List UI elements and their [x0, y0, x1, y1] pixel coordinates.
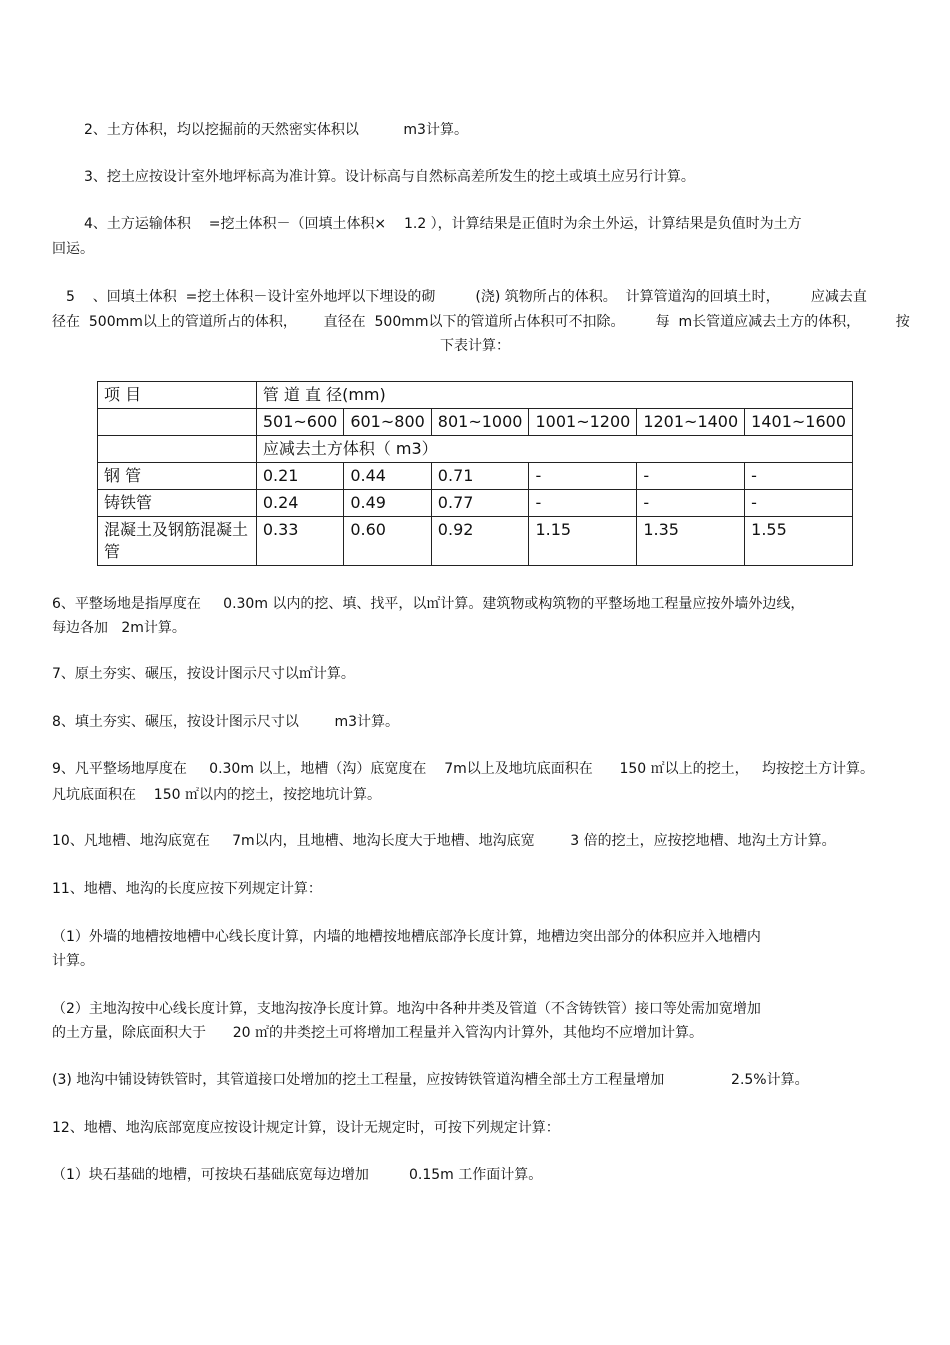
- clause-10: 10、凡地槽、地沟底宽在 7m以内，且地槽、地沟长度大于地槽、地沟底宽 3 倍的挖土，应按挖地槽、地沟土方计算。: [52, 833, 836, 849]
- value-cell: 0.60: [344, 517, 431, 566]
- range-cell: 1201~1400: [637, 409, 745, 436]
- table-header-row: [98, 382, 853, 409]
- range-cell: 601~800: [344, 409, 431, 436]
- pipe-volume-table: [97, 381, 853, 566]
- value-cell: 0.21: [256, 463, 343, 490]
- clause-9-line-2: 凡坑底面积在 150 ㎡以内的挖土，按挖地坑计算。: [52, 787, 381, 803]
- clause-12: 12、地槽、地沟底部宽度应按设计规定计算，设计无规定时，可按下列规定计算：: [52, 1120, 560, 1136]
- value-cell: 0.92: [431, 517, 529, 566]
- value-cell: -: [637, 490, 745, 517]
- range-cell: 501~600: [256, 409, 343, 436]
- header-diameter-cell: 管 道 直 径(mm): [256, 382, 852, 409]
- subheader-cell: 应减去土方体积（ m3）: [256, 436, 852, 463]
- clause-11: 11、地槽、地沟的长度应按下列规定计算：: [52, 881, 322, 897]
- range-cell: 1401~1600: [745, 409, 853, 436]
- value-cell: 0.24: [256, 490, 343, 517]
- clause-7: 7、原土夯实、碾压，按设计图示尺寸以㎡计算。: [52, 666, 355, 682]
- clause-6-line-1: 6、平整场地是指厚度在 0.30m 以内的挖、填、找平，以㎡计算。建筑物或构筑物的平整场地工程量应按外墙外边线，: [52, 596, 805, 612]
- table-range-row: [98, 409, 853, 436]
- clause-11-1-line-1: （1）外墙的地槽按地槽中心线长度计算，内墙的地槽按地槽底部净长度计算，地槽边突出部分的体积应并入地槽内: [52, 929, 761, 945]
- clause-2: 2、土方体积，均以挖掘前的天然密实体积以 m3计算。: [84, 122, 468, 138]
- value-cell: -: [745, 490, 853, 517]
- clause-5-line-1: 5 、回填土体积 =挖土体积－设计室外地坪以下埋设的砌 (浇) 筑物所占的体积。 计算管道沟的回填土时， 应减去直: [66, 289, 867, 305]
- header-item-cell: 项 目: [98, 382, 257, 409]
- table-row: [98, 490, 853, 517]
- row-name-cell: 混凝土及钢筋混凝土管: [98, 517, 257, 566]
- value-cell: 1.35: [637, 517, 745, 566]
- empty-cell: [98, 436, 257, 463]
- row-name-cell: 钢 管: [98, 463, 257, 490]
- clause-11-1-line-2: 计算。: [52, 953, 94, 969]
- range-cell: 1001~1200: [529, 409, 637, 436]
- value-cell: -: [529, 463, 637, 490]
- clause-4-line-2: 回运。: [52, 241, 94, 257]
- clause-8: 8、填土夯实、碾压，按设计图示尺寸以 m3计算。: [52, 714, 400, 730]
- value-cell: 0.71: [431, 463, 529, 490]
- clause-9-line-1: 9、凡平整场地厚度在 0.30m 以上，地槽（沟）底宽度在 7m以上及地坑底面积在 150 ㎡以上的挖土， 均按挖土方计算。: [52, 761, 874, 777]
- value-cell: 1.55: [745, 517, 853, 566]
- value-cell: 0.44: [344, 463, 431, 490]
- clause-5-line-3: 下表计算：: [440, 338, 510, 354]
- table-row: [98, 463, 853, 490]
- value-cell: 0.77: [431, 490, 529, 517]
- clause-4-line-1: 4、土方运输体积 =挖土体积－（回填土体积× 1.2 ），计算结果是正值时为余土外运，计算结果是负值时为土方: [84, 216, 802, 232]
- clause-6-line-2: 每边各加 2m计算。: [52, 620, 186, 636]
- value-cell: 0.33: [256, 517, 343, 566]
- clause-11-3: (3) 地沟中铺设铸铁管时，其管道接口处增加的挖土工程量，应按铸铁管道沟槽全部土方工程量增加 2.5%计算。: [52, 1072, 809, 1088]
- clause-12-1: （1）块石基础的地槽，可按块石基础底宽每边增加 0.15m 工作面计算。: [52, 1167, 543, 1183]
- range-cell: 801~1000: [431, 409, 529, 436]
- clause-11-2-line-2: 的土方量，除底面积大于 20 ㎡的井类挖土可将增加工程量并入管沟内计算外，其他均不应增加计算。: [52, 1025, 703, 1041]
- clause-11-2-line-1: （2）主地沟按中心线长度计算，支地沟按净长度计算。地沟中各种井类及管道（不含铸铁管）接口等处需加宽增加: [52, 1001, 761, 1017]
- clause-5-line-2: 径在 500mm以上的管道所占的体积， 直径在 500mm以下的管道所占体积可不扣除。 每 m长管道应减去土方的体积， 按: [52, 314, 910, 330]
- value-cell: 1.15: [529, 517, 637, 566]
- value-cell: -: [745, 463, 853, 490]
- table-subheader-row: [98, 436, 853, 463]
- clause-3: 3、挖土应按设计室外地坪标高为准计算。设计标高与自然标高差所发生的挖土或填土应另行计算。: [84, 169, 695, 185]
- value-cell: -: [637, 463, 745, 490]
- value-cell: -: [529, 490, 637, 517]
- value-cell: 0.49: [344, 490, 431, 517]
- table-row: [98, 517, 853, 566]
- row-name-cell: 铸铁管: [98, 490, 257, 517]
- empty-cell: [98, 409, 257, 436]
